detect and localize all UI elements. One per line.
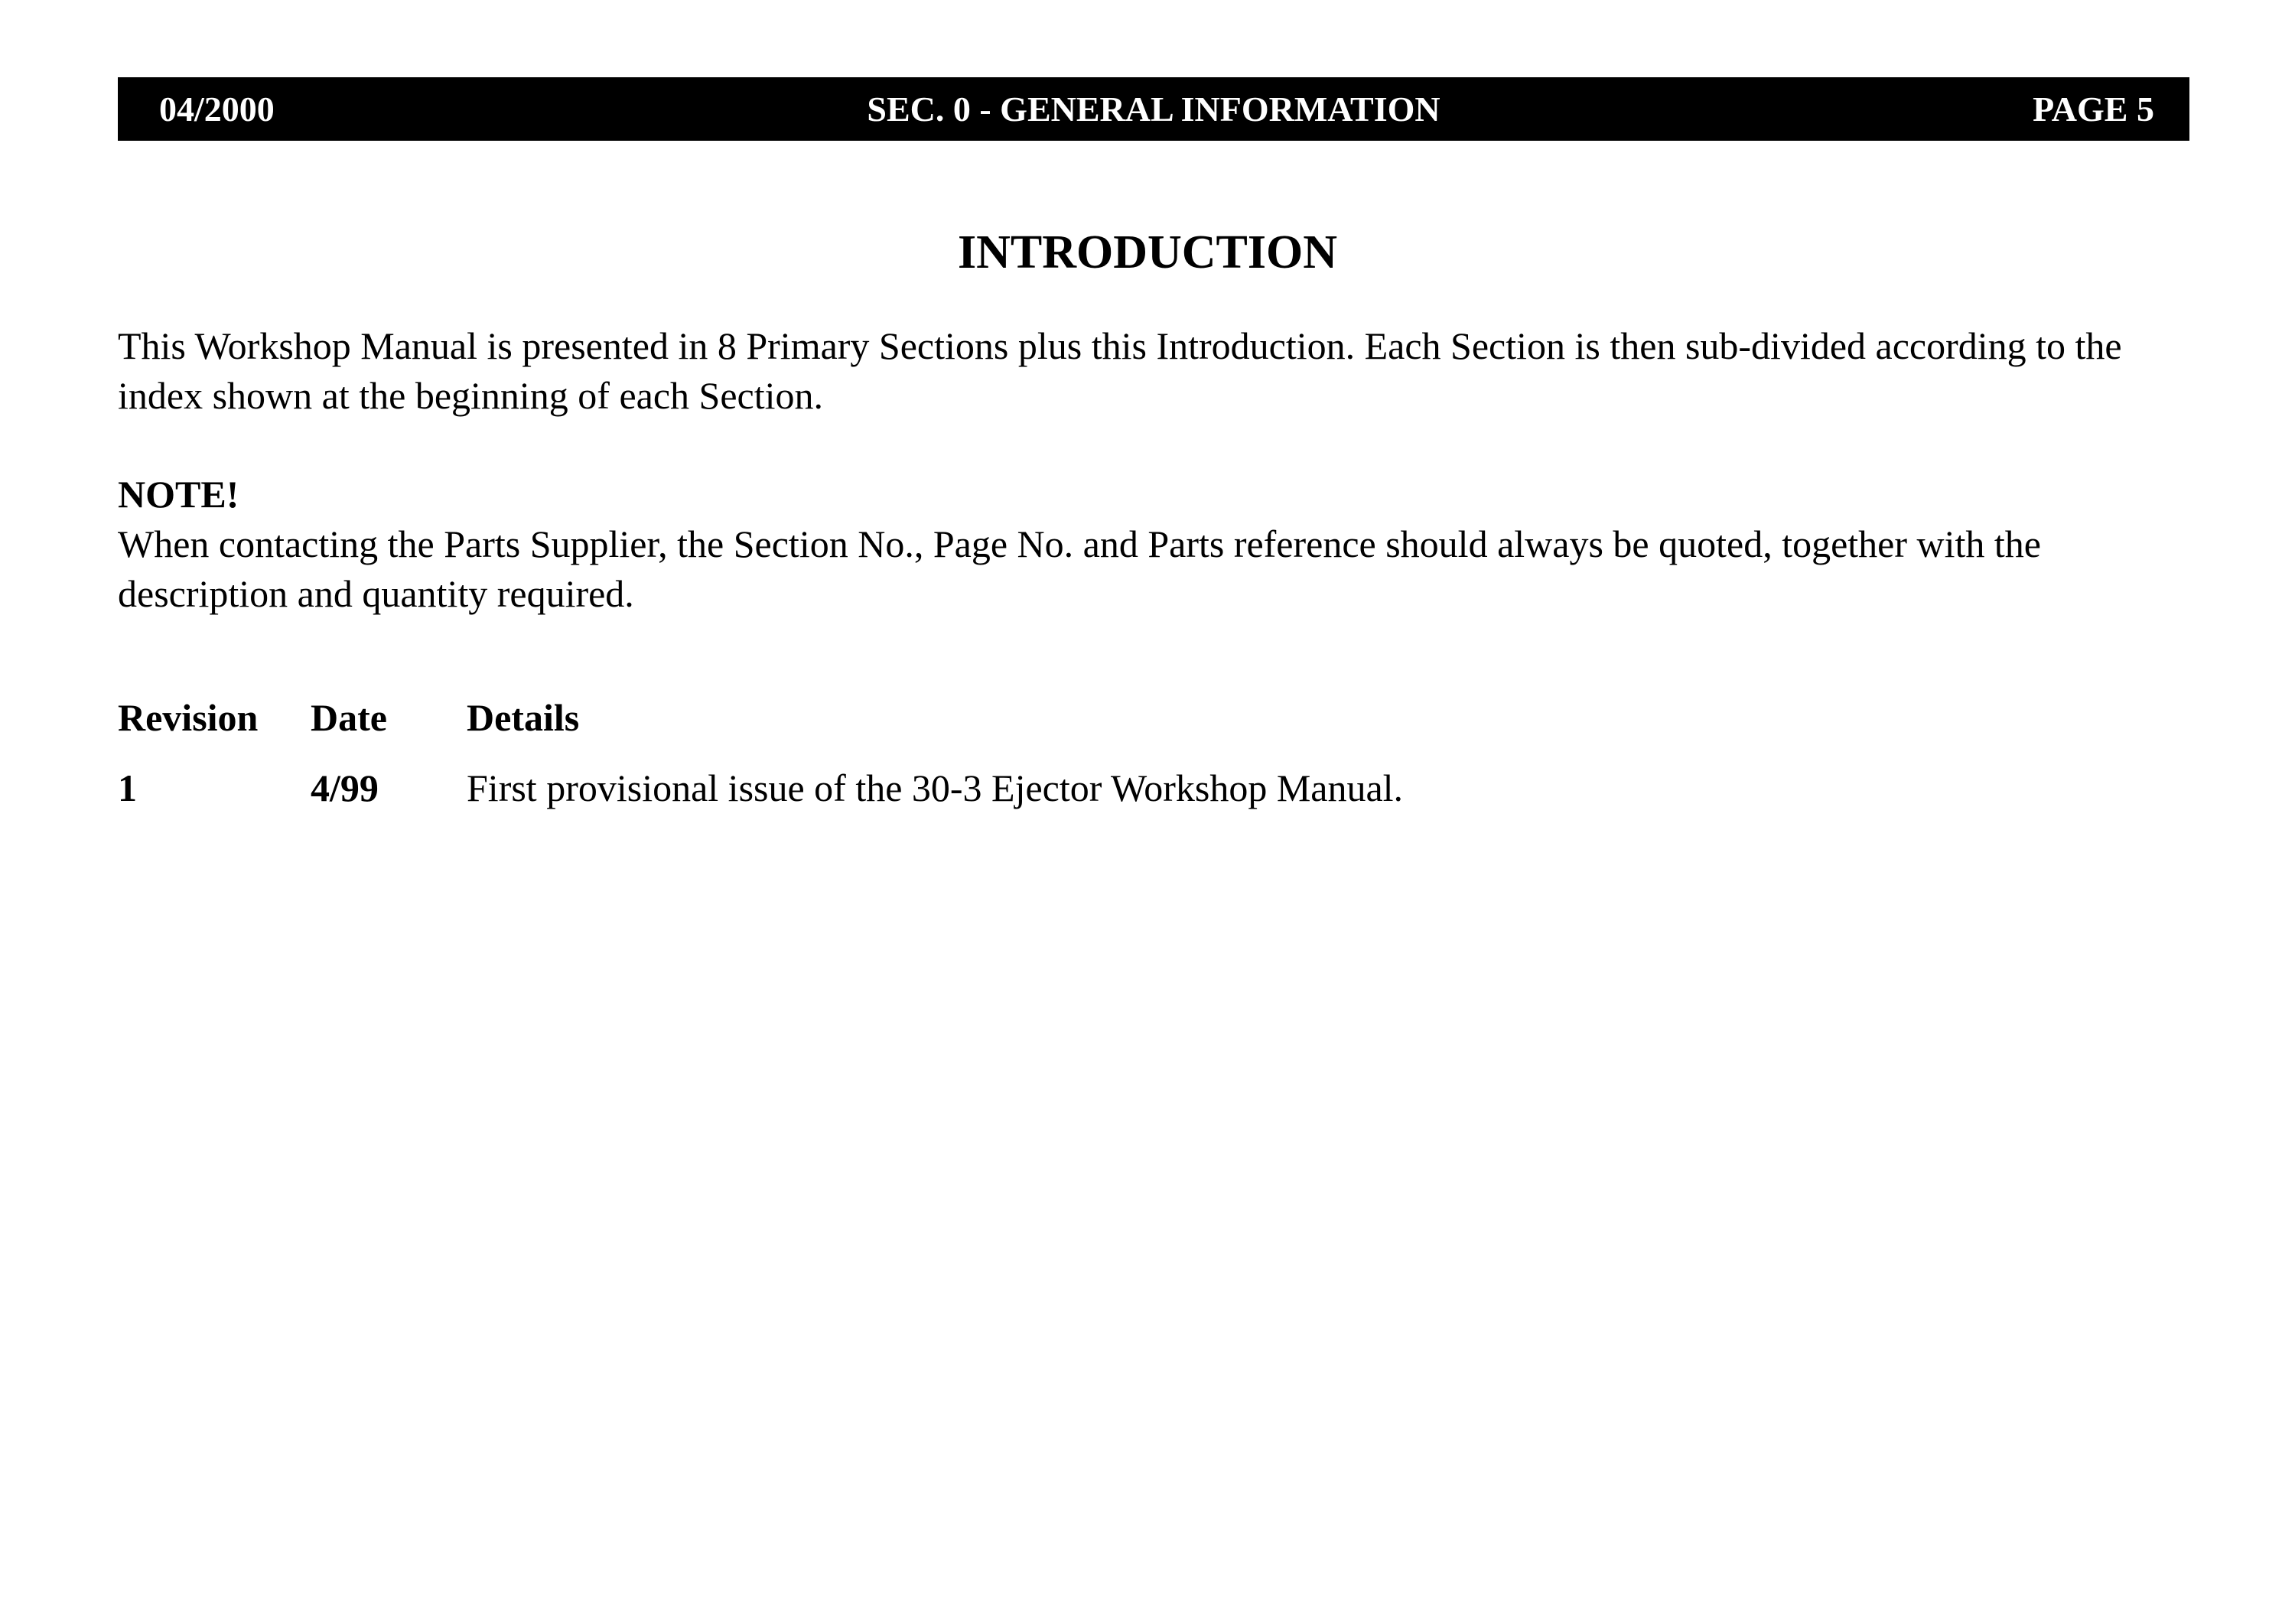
revision-date: 4/99	[311, 766, 379, 809]
column-header-date: Date	[311, 696, 387, 739]
revision-details: First provisional issue of the 30-3 Ejector Workshop Manual.	[467, 766, 1404, 809]
column-header-revision: Revision	[118, 696, 259, 739]
header-section-title: SEC. 0 - GENERAL INFORMATION	[867, 89, 1440, 129]
page-title: INTRODUCTION	[957, 226, 1338, 278]
page-header-bar	[118, 77, 2189, 141]
note-paragraph: When contacting the Parts Supplier, the Section No., Page No. and Parts reference should always be quoted, together with the description and quantity required.	[118, 522, 2041, 615]
intro-paragraph: This Workshop Manual is presented in 8 Primary Sections plus this Introduction. Each Section is then sub-divided according to the index shown at the beginning of each Section.	[118, 324, 2122, 417]
revision-number: 1	[118, 766, 137, 809]
note-heading: NOTE!	[118, 473, 239, 516]
column-header-details: Details	[467, 696, 580, 739]
header-date: 04/2000	[159, 89, 275, 129]
header-page-number: PAGE 5	[2033, 89, 2154, 129]
